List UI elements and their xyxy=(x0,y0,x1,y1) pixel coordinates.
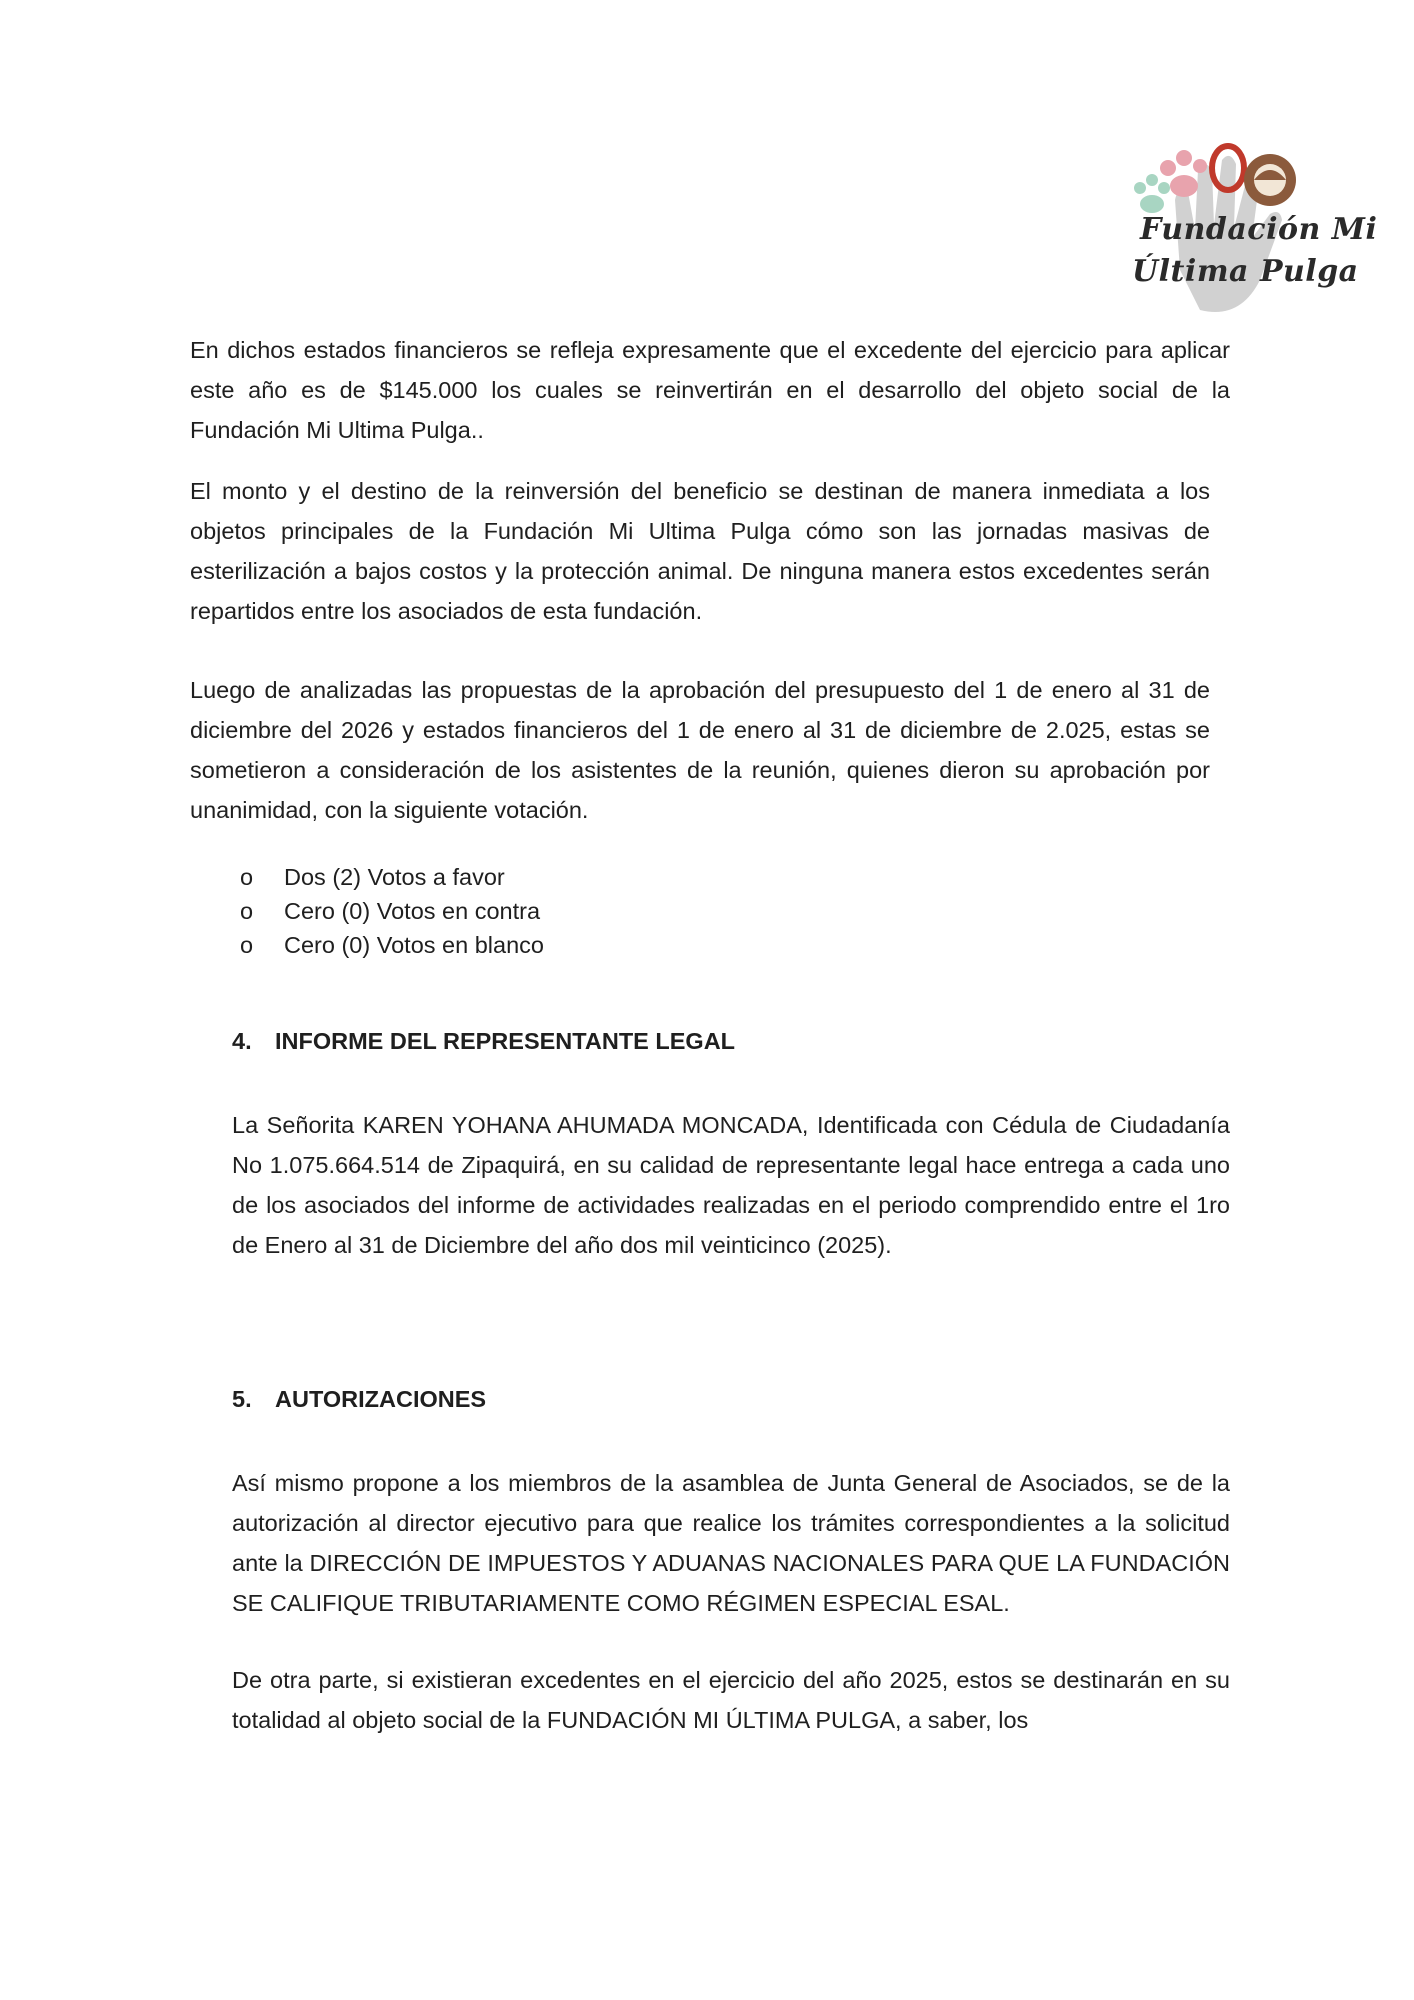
logo-text-line2: Última Pulga xyxy=(1132,254,1359,289)
votes-list xyxy=(240,860,544,962)
section-number: 4. xyxy=(232,1028,252,1054)
section-title: INFORME DEL REPRESENTANTE LEGAL xyxy=(275,1028,736,1054)
list-item xyxy=(240,860,544,894)
paragraph-reinvestment: El monto y el destino de la reinversión del beneficio se destinan de manera inmediata a los objetos principales de la Fundación Mi Ultima Pulga cómo son las jornadas masivas de esterilización a bajos costos y la protección animal. De ninguna manera estos excedentes serán repartidos entre los asociados de esta fundación. xyxy=(190,478,1210,624)
paragraph-authorization-request: Así mismo propone a los miembros de la asamblea de Junta General de Asociados, se de la autorización al director ejecutivo para que realice los trámites correspondientes a la solicitud ante la DIRECCIÓN DE IMPUESTOS Y ADUANAS NACIONALES PARA QUE LA FUNDACIÓN SE CALIFIQUE TRIBUTARIAMENTE COMO RÉGIMEN ESPECIAL ESAL. xyxy=(232,1470,1230,1616)
foundation-logo xyxy=(1120,130,1378,330)
paragraph-financial-surplus: En dichos estados financieros se refleja expresamente que el excedente del ejercicio para aplicar este año es de $145.000 los cuales se reinvertirán en el desarrollo del objeto social de la Fundación Mi Ultima Pulga.. xyxy=(190,337,1230,443)
vote-item-label: Cero (0) Votos en contra xyxy=(284,898,541,924)
list-item xyxy=(240,928,544,962)
section-number: 5. xyxy=(232,1386,252,1412)
bullet-icon: o xyxy=(240,864,254,890)
bullet-icon: o xyxy=(240,932,254,958)
section-title: AUTORIZACIONES xyxy=(275,1386,487,1412)
bullet-icon: o xyxy=(240,898,254,924)
logo-text-line1: Fundación Mi xyxy=(1140,212,1378,247)
list-item xyxy=(240,894,544,928)
vote-item-label: Dos (2) Votos a favor xyxy=(284,864,505,890)
paragraph-legal-representative-report: La Señorita KAREN YOHANA AHUMADA MONCADA, Identificada con Cédula de Ciudadanía No 1.075.664.514 de Zipaquirá, en su calidad de representante legal hace entrega a cada uno de los asociados del informe de actividades realizadas en el periodo comprendido entre el 1ro de Enero al 31 de Diciembre del año dos mil veinticinco (2025). xyxy=(232,1112,1230,1258)
section-4-heading xyxy=(232,1028,735,1055)
vote-item-label: Cero (0) Votos en blanco xyxy=(284,932,544,958)
paragraph-surplus-destination: De otra parte, si existieran excedentes en el ejercicio del año 2025, estos se destinarán en su totalidad al objeto social de la FUNDACIÓN MI ÚLTIMA PULGA, a saber, los xyxy=(232,1667,1230,1733)
paragraph-budget-approval: Luego de analizadas las propuestas de la aprobación del presupuesto del 1 de enero al 31 de diciembre del 2026 y estados financieros del 1 de enero al 31 de diciembre de 2.025, estas se sometieron a consideración de los asistentes de la reunión, quienes dieron su aprobación por unanimidad, con la siguiente votación. xyxy=(190,677,1210,823)
section-5-heading xyxy=(232,1386,486,1413)
